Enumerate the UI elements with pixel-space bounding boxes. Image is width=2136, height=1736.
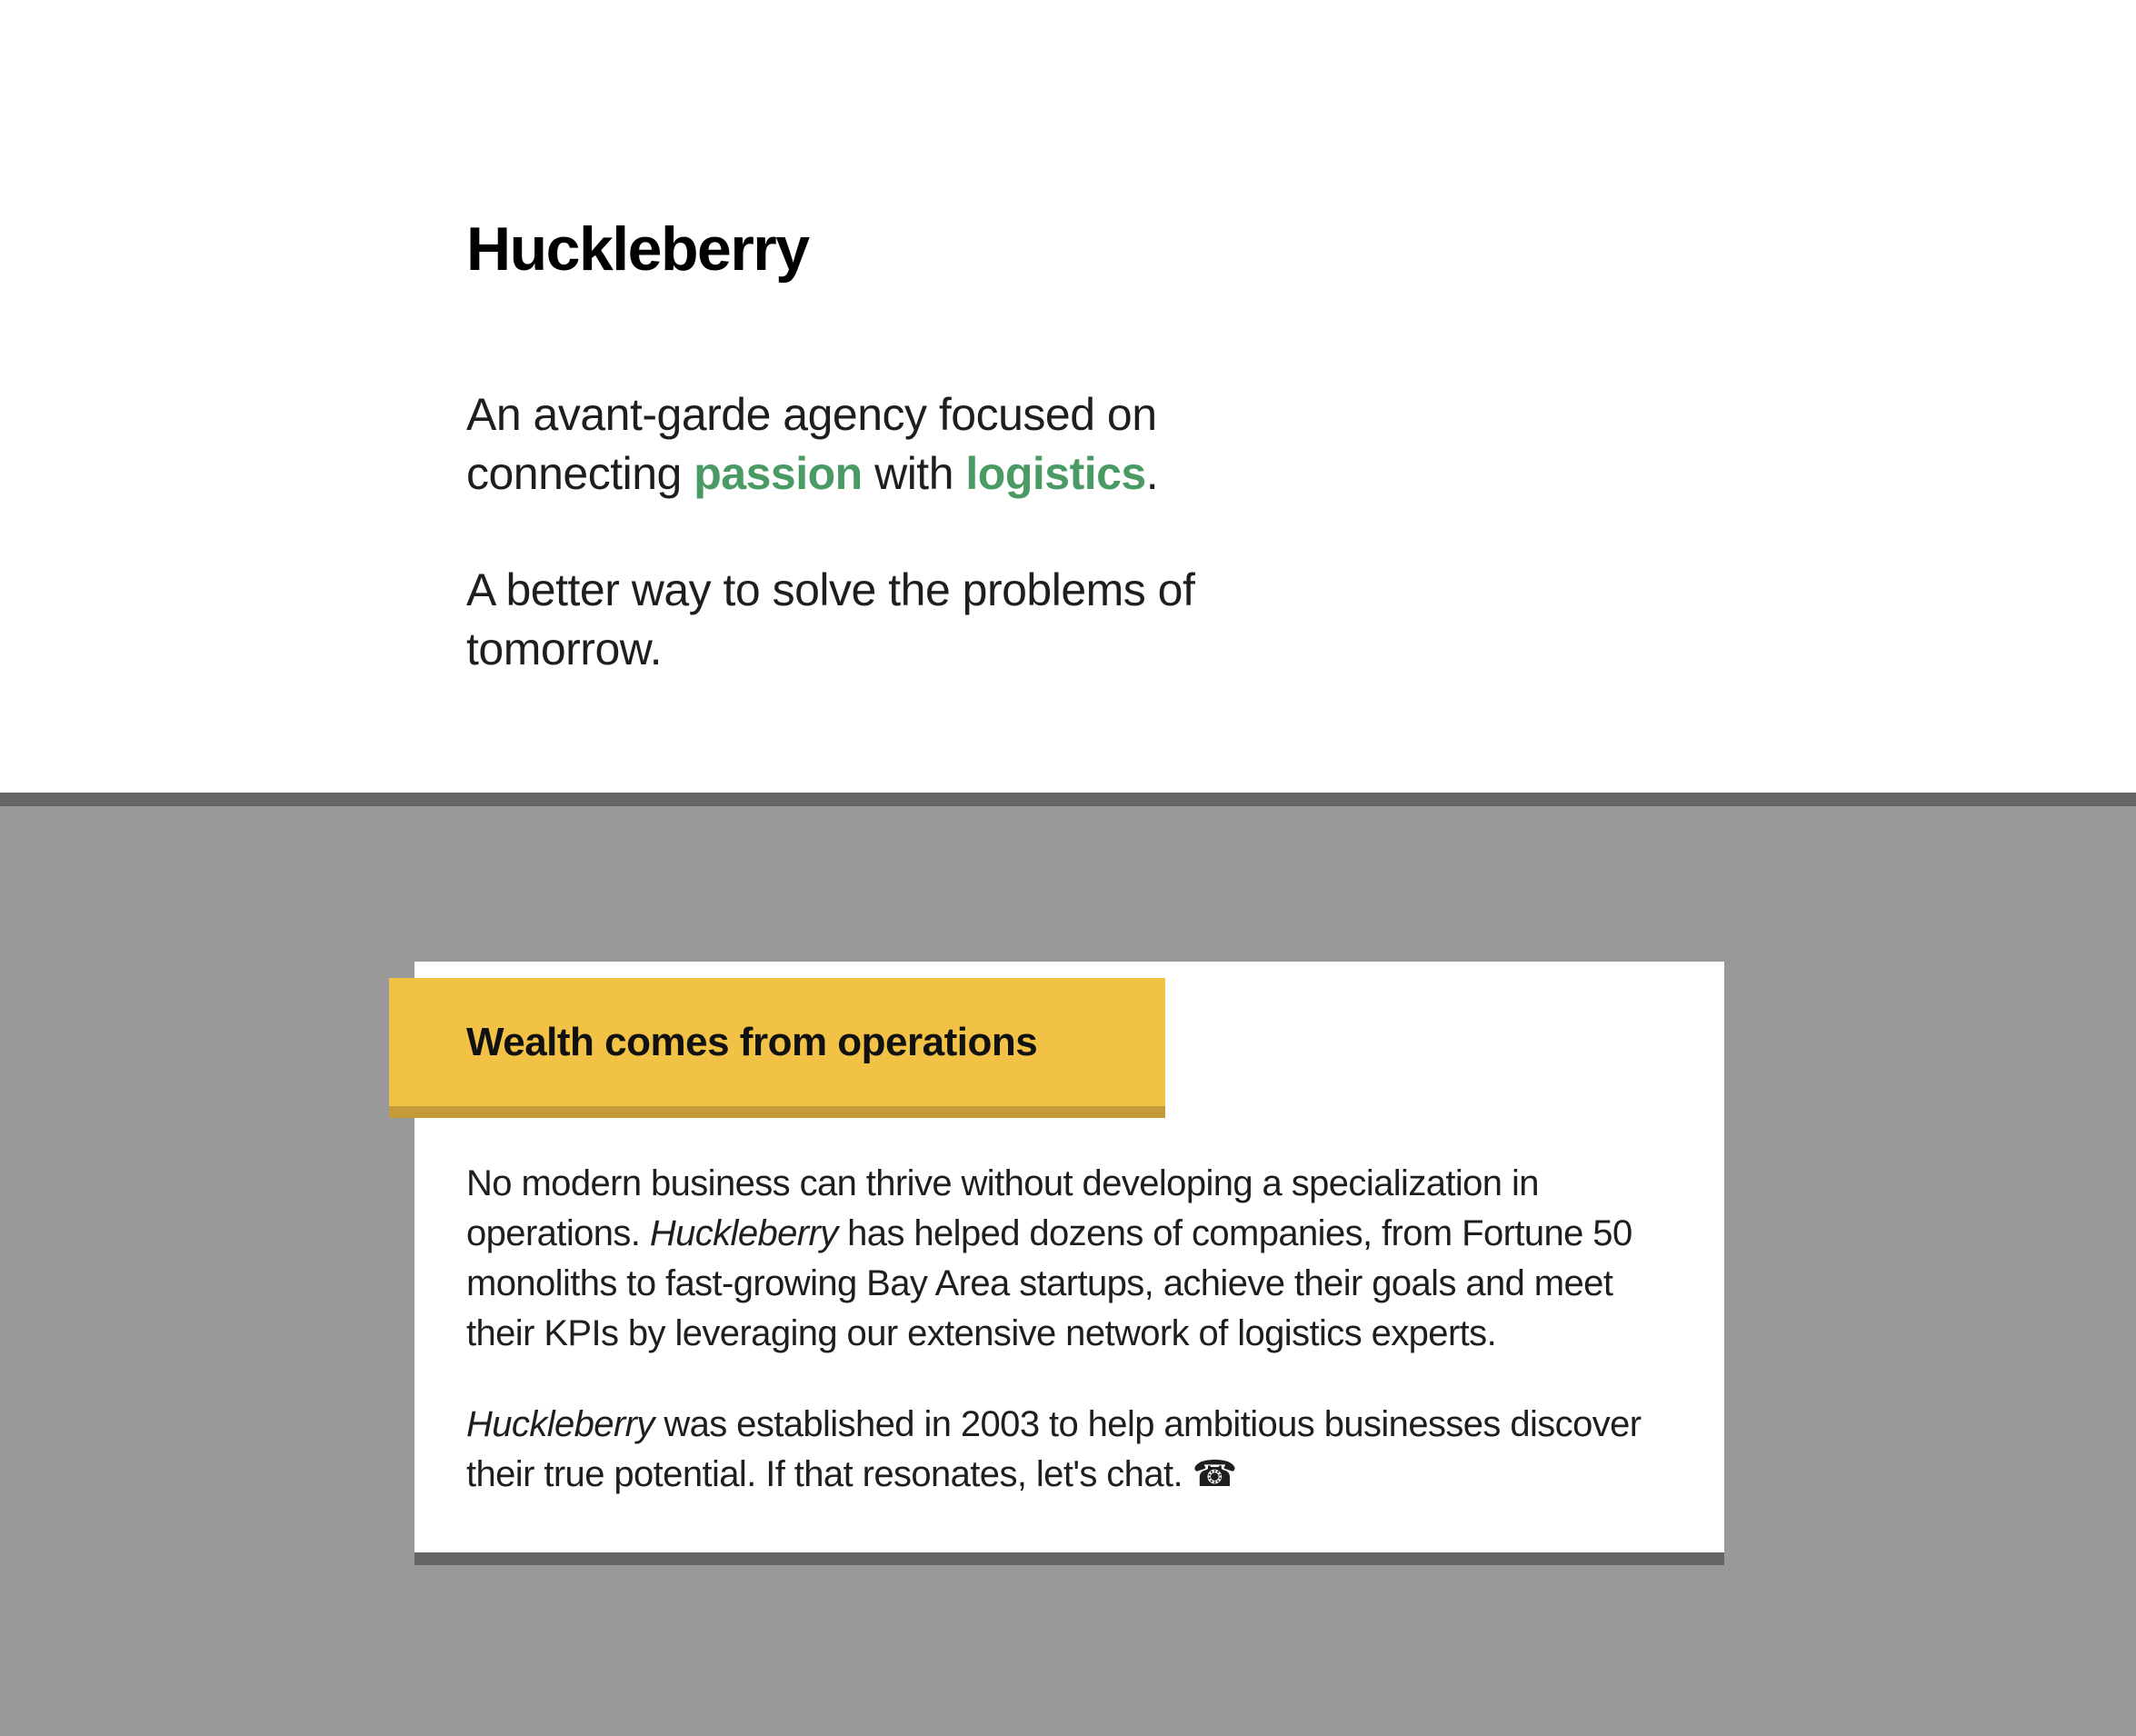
text-line — [466, 1159, 1697, 1209]
gray-section — [0, 793, 2136, 1736]
text-segment: Huckleberry — [466, 1404, 654, 1444]
hero-subtagline — [466, 561, 1466, 679]
hero-section — [466, 215, 1466, 679]
text-line — [466, 1450, 1697, 1500]
card-paragraph-2 — [466, 1400, 1697, 1500]
text-segment: passion — [694, 448, 863, 499]
text-line — [466, 444, 1466, 504]
hero-tagline — [466, 385, 1466, 504]
phone-icon: ☎ — [1192, 1453, 1237, 1495]
card-banner — [389, 978, 1165, 1106]
text-segment: connecting — [466, 448, 694, 499]
text-segment: with — [862, 448, 966, 499]
card-body — [466, 1159, 1697, 1500]
text-segment: A better way to solve the problems of — [466, 564, 1195, 615]
site-title: Huckleberry — [466, 215, 809, 284]
text-segment: An avant-garde agency focused on — [466, 389, 1157, 440]
text-segment: their KPIs by leveraging our extensive network of logistics experts. — [466, 1313, 1497, 1353]
card-paragraph-1 — [466, 1159, 1697, 1359]
content-card — [414, 962, 1724, 1552]
text-line — [466, 1259, 1697, 1309]
text-line — [466, 620, 1466, 679]
text-segment: monoliths to fast-growing Bay Area startups, achieve their goals and meet — [466, 1263, 1613, 1303]
text-segment: was established in 2003 to help ambitious businesses discover — [654, 1404, 1642, 1444]
text-line — [466, 385, 1466, 444]
text-segment: operations. — [466, 1213, 650, 1253]
text-segment: logistics — [965, 448, 1146, 499]
text-segment: Huckleberry — [649, 1213, 838, 1253]
text-line — [466, 1209, 1697, 1259]
text-segment: . — [1145, 448, 1159, 499]
text-line — [466, 1400, 1697, 1450]
text-segment: tomorrow. — [466, 624, 663, 674]
text-segment: has helped dozens of companies, from Fortune 50 — [837, 1213, 1632, 1253]
text-segment: their true potential. If that resonates, let's chat. — [466, 1454, 1193, 1494]
text-line — [466, 1309, 1697, 1359]
text-segment: No modern business can thrive without developing a specialization in — [466, 1163, 1539, 1203]
text-line — [466, 561, 1466, 620]
card-banner-title: Wealth comes from operations — [466, 1019, 1038, 1064]
